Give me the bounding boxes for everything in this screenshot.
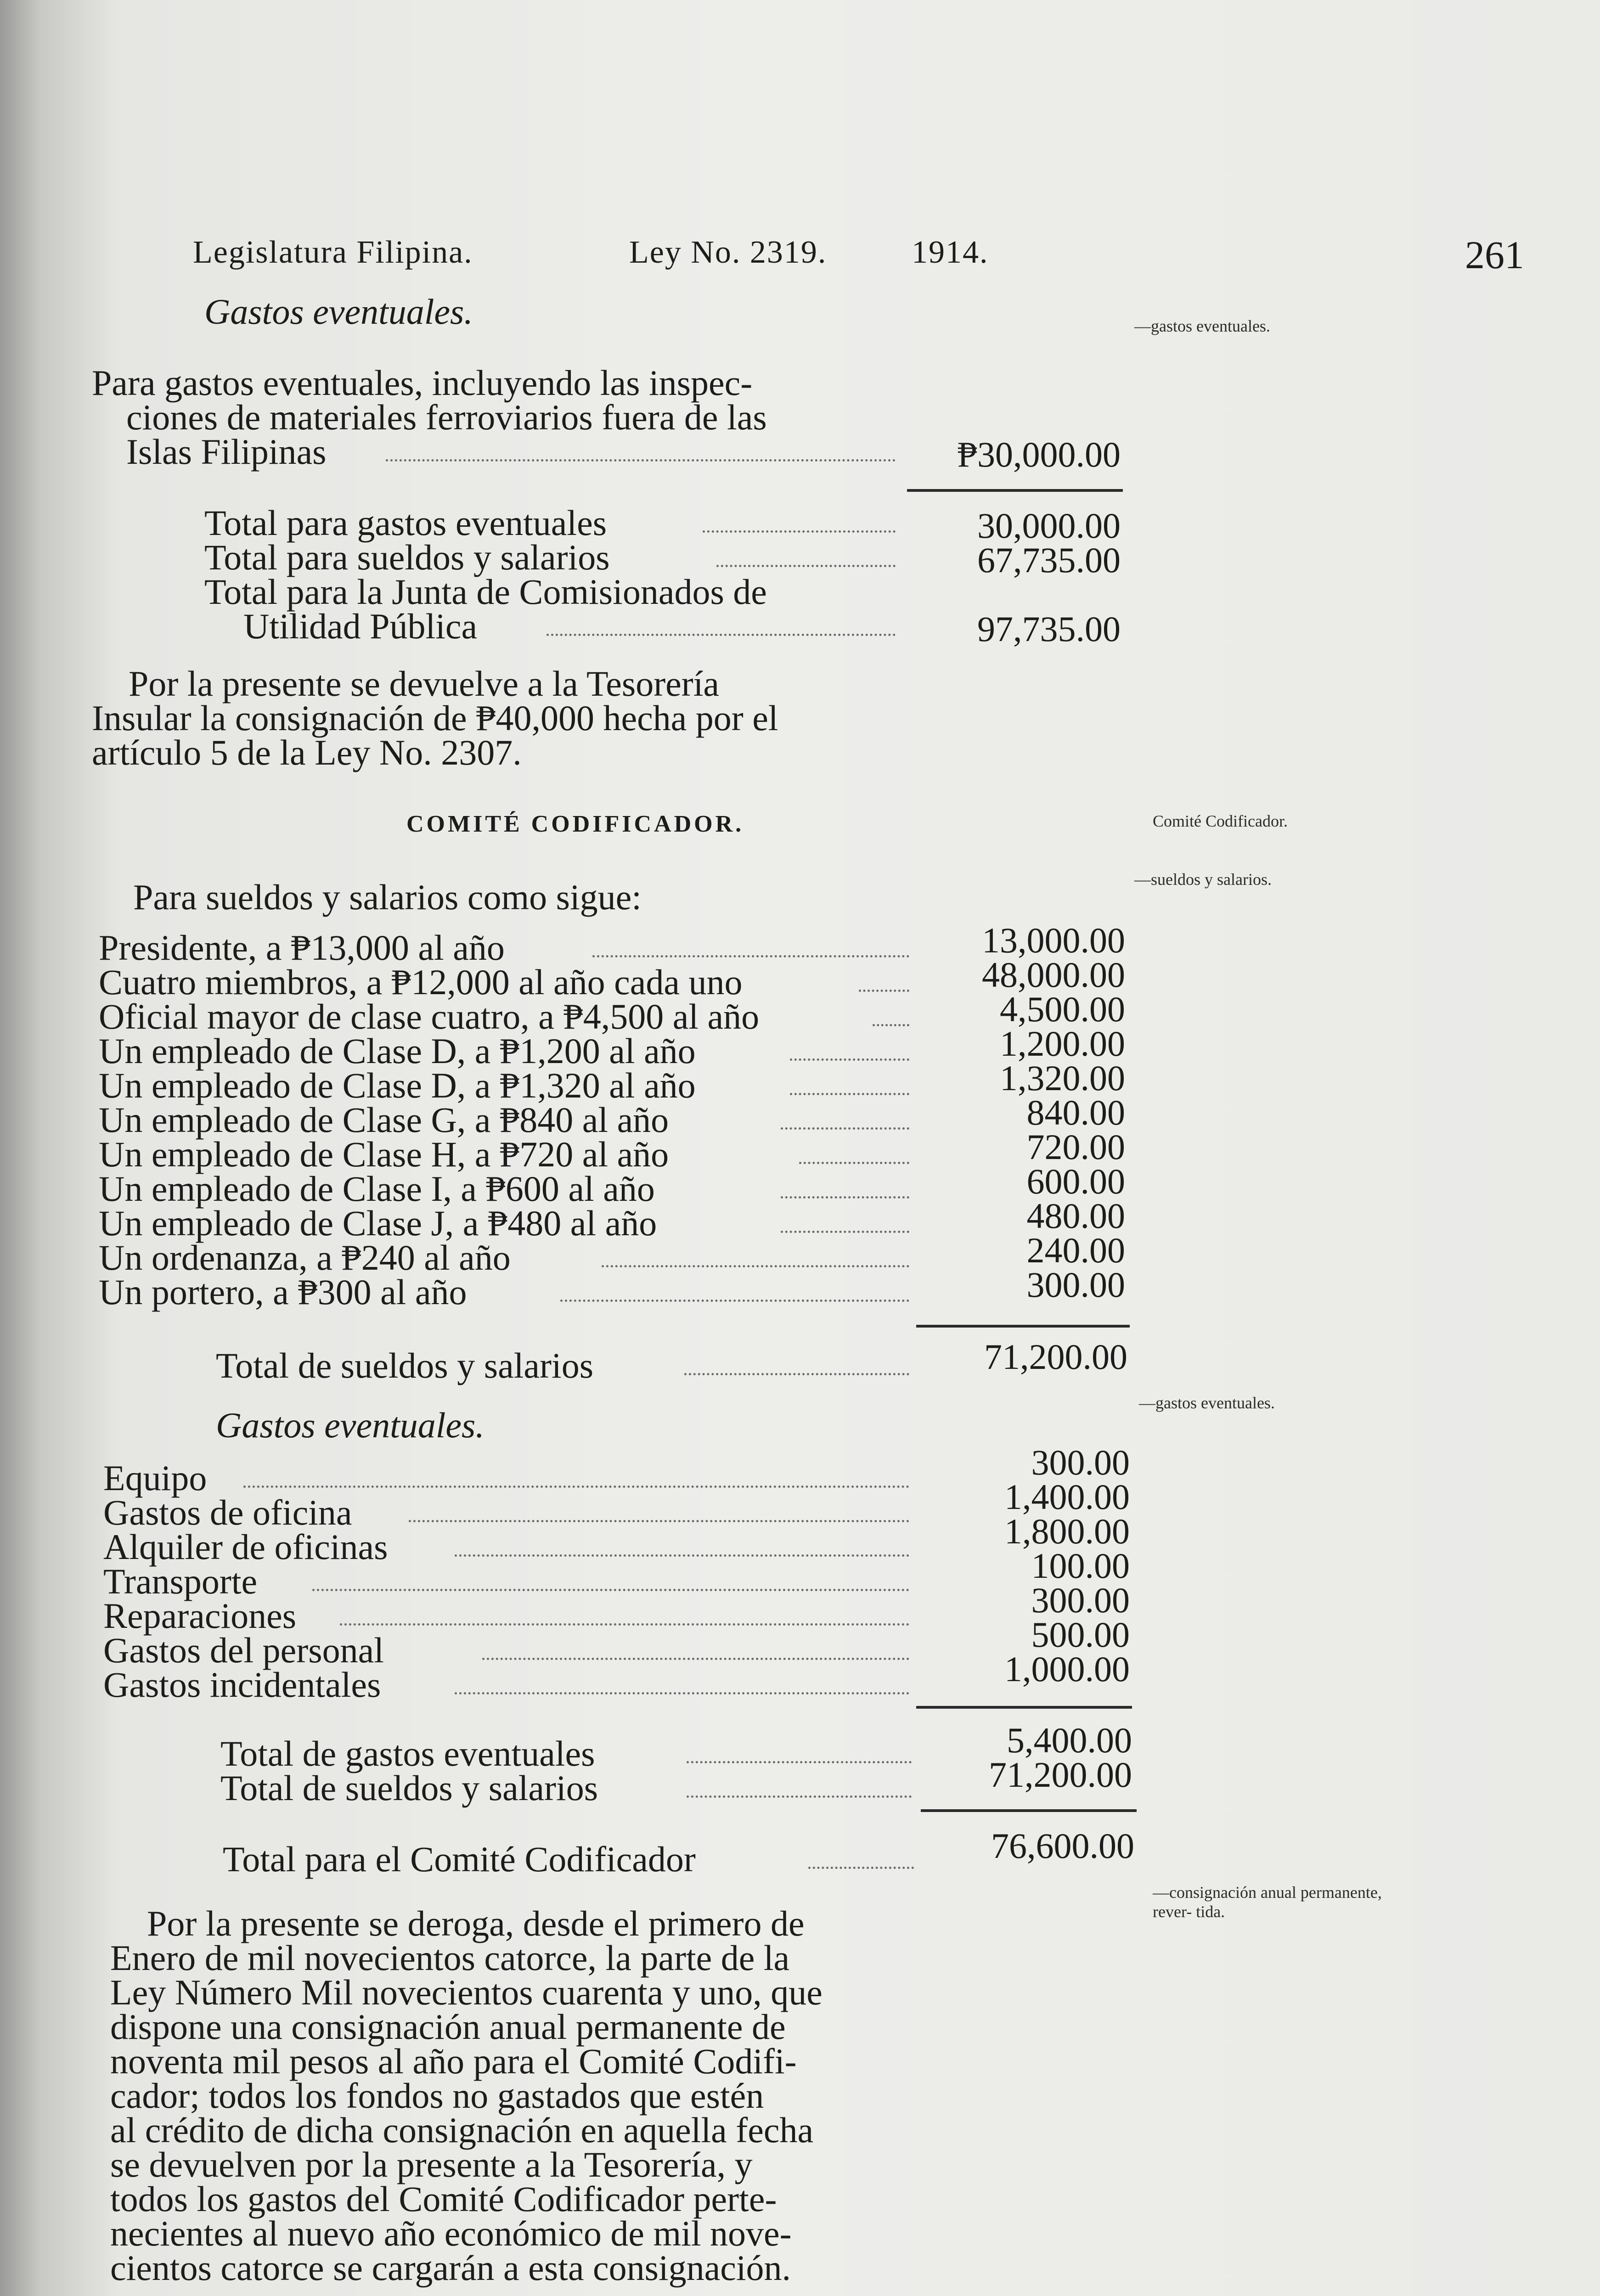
dot-leader [243,1486,909,1488]
list-item-amount: 100.00 [1031,1546,1130,1586]
dot-leader [409,1520,909,1522]
margin-note-sueldos: —sueldos y salarios. [1134,870,1272,889]
para-line-3: artículo 5 de la Ley No. 2307. [92,732,522,772]
list-item: Un empleado de Clase D, a ₱1,320 al año [99,1065,696,1105]
subtotal-sueldos-amount: 71,200.00 [989,1755,1132,1795]
total-eventuales-amount: 30,000.00 [977,506,1121,546]
item-line-1: Para gastos eventuales, incluyendo las inspec- [92,363,753,403]
paragraph-line: cientos catorce se cargarán a esta consignación. [110,2248,791,2288]
total-junta-amount: 97,735.00 [977,609,1121,649]
grand-total-amount: 76,600.00 [991,1826,1134,1866]
paragraph-line: dispone una consignación anual permanente de [110,2007,786,2047]
list-item-amount: 1,800.00 [1004,1511,1130,1551]
list-item-amount: 48,000.00 [982,955,1125,995]
running-title: Legislatura Filipina. [193,235,473,270]
law-number: Ley No. 2319. [629,235,827,270]
list-item-amount: 600.00 [1026,1161,1125,1201]
list-item: Un empleado de Clase D, a ₱1,200 al año [99,1031,696,1071]
list-item: Gastos de oficina [103,1492,352,1532]
margin-note-comite: Comité Codificador. [1153,812,1288,830]
subtotal-eventuales-label: Total de gastos eventuales [220,1733,595,1773]
list-item-amount: 240.00 [1026,1230,1125,1270]
list-item: Transporte [103,1561,258,1601]
sum-rule [921,1809,1137,1812]
list-item-amount: 300.00 [1026,1265,1125,1305]
list-item-amount: 500.00 [1031,1615,1130,1654]
page-number: 261 [1465,233,1524,277]
total-eventuales-label: Total para gastos eventuales [204,503,607,543]
list-item: Un empleado de Clase J, a ₱480 al año [99,1203,657,1243]
list-item-amount: 1,000.00 [1004,1649,1130,1689]
subtotal-sueldos-label: Total de sueldos y salarios [220,1768,598,1808]
dot-leader [312,1589,909,1591]
total-sueldos-label: Total para sueldos y salarios [204,537,610,577]
list-item-amount: 13,000.00 [982,920,1125,960]
list-item: Un empleado de Clase G, a ₱840 al año [99,1100,669,1140]
dot-leader [455,1692,909,1694]
list-item-amount: 300.00 [1031,1580,1130,1620]
paragraph-line: al crédito de dicha consignación en aquella fecha [110,2110,814,2150]
paragraph-line: todos los gastos del Comité Codificador perte- [110,2179,777,2219]
dot-leader [482,1658,909,1660]
salaries-intro: Para sueldos y salarios como sigue: [133,877,642,917]
list-item-amount: 4,500.00 [1000,989,1125,1029]
list-item: Gastos incidentales [103,1665,381,1705]
subtotal-eventuales-amount: 5,400.00 [1007,1720,1132,1760]
total-salaries-label: Total de sueldos y salarios [216,1345,594,1385]
grand-total-label: Total para el Comité Codificador [223,1839,696,1879]
list-item-amount: 480.00 [1026,1196,1125,1236]
sum-rule [916,1706,1132,1709]
list-item: Un ordenanza, a ₱240 al año [99,1238,511,1277]
dot-leader [602,1265,909,1267]
item-line-2: ciones de materiales ferroviarios fuera de las [126,397,767,437]
section-heading: COMITÉ CODIFICADOR. [406,811,744,837]
list-item-amount: 1,200.00 [1000,1024,1125,1064]
paragraph-line: noventa mil pesos al año para el Comité Codifi- [110,2041,797,2081]
list-item: Alquiler de oficinas [103,1527,388,1567]
list-item: Equipo [103,1458,207,1498]
total-salaries-amount: 71,200.00 [984,1337,1127,1377]
paragraph-line: necientes al nuevo año económico de mil nove- [110,2213,792,2253]
year: 1914. [912,235,989,270]
dot-leader [340,1623,909,1626]
subheading-gastos-eventuales: Gastos eventuales. [204,292,473,332]
margin-note-consignacion: —consignación anual permanente, rever- tida. [1153,1883,1382,1921]
list-item-amount: 300.00 [1031,1442,1130,1482]
sum-rule [916,1325,1130,1328]
dot-leader [386,459,896,461]
dot-leader [560,1300,909,1302]
list-item: Gastos del personal [103,1630,384,1670]
paragraph-line: cador; todos los fondos no gastados que estén [110,2076,764,2116]
list-item: Un empleado de Clase H, a ₱720 al año [99,1134,669,1174]
dot-leader [687,1795,912,1798]
para-line-2: Insular la consignación de ₱40,000 hecha por el [92,698,778,738]
paragraph-line: Ley Número Mil novecientos cuarenta y uno, que [110,1972,823,2012]
item-line-3: Islas Filipinas [126,432,327,472]
dot-leader [592,955,909,957]
list-item: Oficial mayor de clase cuatro, a ₱4,500 al año [99,996,760,1036]
list-item-amount: 720.00 [1026,1127,1125,1167]
dot-leader [546,634,896,636]
sum-rule [907,489,1123,492]
list-item-amount: 840.00 [1026,1092,1125,1132]
list-item: Un portero, a ₱300 al año [99,1272,467,1312]
list-item: Reparaciones [103,1596,297,1636]
total-sueldos-amount: 67,735.00 [977,540,1121,580]
list-item-amount: 1,400.00 [1004,1477,1130,1517]
margin-note-eventuales: —gastos eventuales. [1139,1394,1275,1412]
list-item: Presidente, a ₱13,000 al año [99,928,505,968]
list-item: Un empleado de Clase I, a ₱600 al año [99,1169,655,1209]
subheading-gastos-eventuales-2: Gastos eventuales. [216,1405,485,1445]
item-amount: ₱30,000.00 [957,434,1121,474]
paragraph-line: se devuelven por la presente a la Tesorería, y [110,2144,753,2184]
total-junta-line-2: Utilidad Pública [243,606,478,646]
margin-note-gastos: —gastos eventuales. [1134,317,1270,335]
paragraph-line: Por la presente se deroga, desde el primero de [147,1903,805,1943]
para-line-1: Por la presente se devuelve a la Tesorería [129,664,720,703]
dot-leader [808,1867,914,1869]
total-junta-line-1: Total para la Junta de Comisionados de [204,572,767,612]
paragraph-line: Enero de mil novecientos catorce, la parte de la [110,1938,790,1978]
list-item-amount: 1,320.00 [1000,1058,1125,1098]
list-item: Cuatro miembros, a ₱12,000 al año cada uno [99,962,743,1002]
dot-leader [455,1554,909,1557]
